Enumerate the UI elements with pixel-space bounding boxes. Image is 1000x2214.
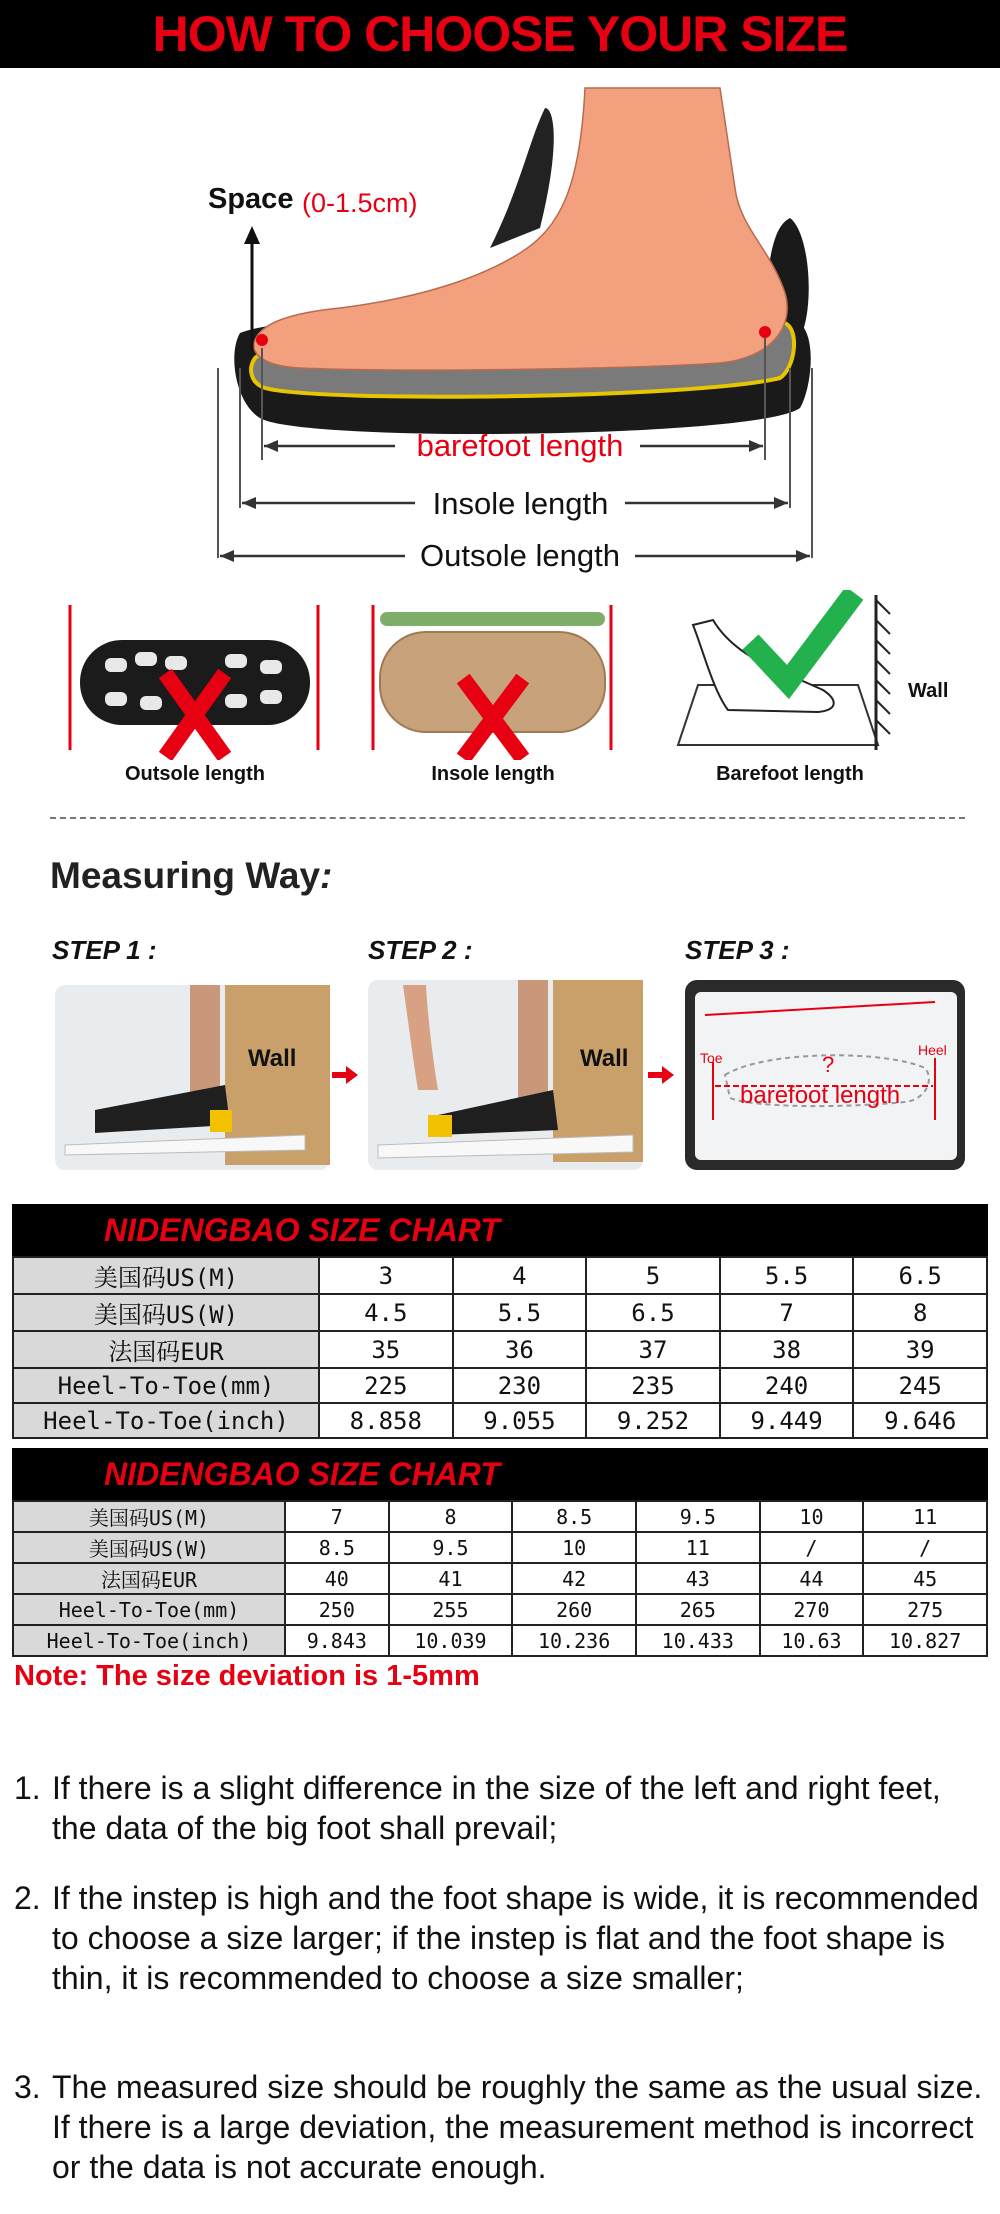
size-row-header: 法国码EUR: [13, 1563, 285, 1594]
chart-1-title-bar: [12, 1204, 988, 1256]
page-title: HOW TO CHOOSE YOUR SIZE: [152, 6, 848, 62]
size-row: [13, 1501, 987, 1532]
size-cell: 4: [453, 1257, 587, 1294]
size-row: [13, 1403, 987, 1438]
size-row: [13, 1563, 987, 1594]
size-cell: 10: [760, 1501, 864, 1532]
size-row-header: 美国码US(M): [13, 1501, 285, 1532]
measuring-way-colon: :: [320, 855, 333, 896]
size-cell: 43: [636, 1563, 760, 1594]
size-row-header: Heel-To-Toe(inch): [13, 1403, 319, 1438]
size-chart-1: [12, 1256, 988, 1439]
barefoot-length-caption: Barefoot length: [716, 763, 864, 785]
size-row: [13, 1625, 987, 1656]
size-cell: 8: [853, 1294, 987, 1331]
tip-number: 3.: [14, 2069, 41, 2105]
size-cell: 35: [319, 1331, 453, 1368]
tip-item-2: [14, 1878, 989, 2040]
size-cell: 10.236: [512, 1625, 636, 1656]
size-cell: 7: [720, 1294, 854, 1331]
size-cell: /: [863, 1532, 987, 1563]
tip-number: 2.: [14, 1880, 41, 1916]
step-2-label: STEP 2 :: [368, 935, 473, 965]
tip-item-1: [14, 1768, 989, 1850]
size-cell: 255: [389, 1594, 513, 1625]
size-cell: 9.646: [853, 1403, 987, 1438]
size-cell: 240: [720, 1368, 854, 1403]
size-cell: 9.5: [389, 1532, 513, 1563]
size-cell: 8.858: [319, 1403, 453, 1438]
size-cell: 39: [853, 1331, 987, 1368]
size-cell: 8.5: [285, 1532, 389, 1563]
wall-label: Wall: [908, 680, 949, 702]
size-cell: 9.252: [586, 1403, 720, 1438]
size-row-header: Heel-To-Toe(mm): [13, 1594, 285, 1625]
tip-text: The measured size should be roughly the same as the usual size. If there is a large deviation, the measurement method is incorrect or the data is not accurate enough.: [52, 2069, 983, 2185]
size-cell: 10: [512, 1532, 636, 1563]
size-cell: /: [760, 1532, 864, 1563]
insole-length-caption: Insole length: [431, 763, 555, 785]
toe-marker: [256, 334, 268, 346]
chart-2-title: NIDENGBAO SIZE CHART: [104, 1456, 500, 1492]
step-2-image: [368, 980, 643, 1170]
size-cell: 42: [512, 1563, 636, 1594]
size-cell: 275: [863, 1594, 987, 1625]
size-deviation-note: Note: The size deviation is 1-5mm: [14, 1660, 480, 1692]
size-cell: 41: [389, 1563, 513, 1594]
tip-text: If the instep is high and the foot shape is wide, it is recommended to choose a size larger; if the instep is flat and the foot shape is thin, it is recommended to choose a size smaller;: [52, 1880, 979, 1996]
step-3-toe-label: Toe: [700, 1050, 723, 1066]
space-range-label: (0-1.5cm): [302, 188, 418, 218]
size-row-header: Heel-To-Toe(mm): [13, 1368, 319, 1403]
size-cell: 11: [863, 1501, 987, 1532]
size-cell: 11: [636, 1532, 760, 1563]
size-row-header: 美国码US(W): [13, 1532, 285, 1563]
step-3-heel-label: Heel: [918, 1042, 947, 1058]
size-cell: 10.433: [636, 1625, 760, 1656]
size-row: [13, 1331, 987, 1368]
chart-2-title-bar: [12, 1448, 988, 1500]
size-cell: 265: [636, 1594, 760, 1625]
size-cell: 45: [863, 1563, 987, 1594]
green-check-icon: [758, 602, 848, 682]
size-cell: 3: [319, 1257, 453, 1294]
size-cell: 260: [512, 1594, 636, 1625]
outsole-thumbnail: [60, 600, 330, 760]
size-row: [13, 1294, 987, 1331]
size-cell: 270: [760, 1594, 864, 1625]
step-3-label: STEP 3 :: [685, 935, 790, 965]
size-cell: 9.5: [636, 1501, 760, 1532]
insole-thumbnail: [368, 600, 618, 760]
tip-item-3: [14, 2067, 989, 2189]
size-cell: 6.5: [586, 1294, 720, 1331]
size-cell: 4.5: [319, 1294, 453, 1331]
size-cell: 245: [853, 1368, 987, 1403]
size-row: [13, 1532, 987, 1563]
dashed-divider: [50, 817, 965, 819]
step-1-label: STEP 1 :: [52, 935, 157, 965]
step-3-question-mark: ?: [822, 1052, 835, 1077]
size-cell: 10.827: [863, 1625, 987, 1656]
size-row: [13, 1257, 987, 1294]
size-cell: 5.5: [453, 1294, 587, 1331]
size-row: [13, 1368, 987, 1403]
size-cell: 230: [453, 1368, 587, 1403]
barefoot-length-label: barefoot length: [416, 428, 624, 463]
size-cell: 5: [586, 1257, 720, 1294]
size-cell: 44: [760, 1563, 864, 1594]
size-chart-2: [12, 1500, 988, 1657]
size-cell: 6.5: [853, 1257, 987, 1294]
size-cell: 9.055: [453, 1403, 587, 1438]
outsole-length-caption: Outsole length: [125, 763, 265, 785]
step-1-wall-label: Wall: [248, 1045, 297, 1072]
size-cell: 36: [453, 1331, 587, 1368]
size-cell: 40: [285, 1563, 389, 1594]
measuring-way-text: Measuring Way: [50, 855, 321, 896]
size-row-header: 美国码US(M): [13, 1257, 319, 1294]
outsole-length-label: Outsole length: [420, 538, 620, 573]
heel-marker: [759, 326, 771, 338]
size-row-header: 美国码US(W): [13, 1294, 319, 1331]
step-3-barefoot-label: barefoot length: [740, 1082, 901, 1109]
size-cell: 10.63: [760, 1625, 864, 1656]
step-1-image: [55, 985, 330, 1170]
size-cell: 250: [285, 1594, 389, 1625]
size-cell: 225: [319, 1368, 453, 1403]
space-label: Space: [208, 183, 294, 215]
tip-text: If there is a slight difference in the size of the left and right feet, the data of the big foot shall prevail;: [52, 1770, 941, 1846]
barefoot-thumbnail: [658, 590, 908, 760]
shoe-tongue: [490, 108, 554, 248]
size-cell: 38: [720, 1331, 854, 1368]
size-cell: 8.5: [512, 1501, 636, 1532]
step-2-wall-label: Wall: [580, 1045, 629, 1072]
size-cell: 8: [389, 1501, 513, 1532]
size-row: [13, 1594, 987, 1625]
size-cell: 9.843: [285, 1625, 389, 1656]
size-cell: 37: [586, 1331, 720, 1368]
size-cell: 5.5: [720, 1257, 854, 1294]
size-row-header: 法国码EUR: [13, 1331, 319, 1368]
red-arrow-right-icon: [332, 1065, 360, 1085]
size-cell: 7: [285, 1501, 389, 1532]
size-row-header: Heel-To-Toe(inch): [13, 1625, 285, 1656]
measuring-way-title: [50, 855, 332, 897]
insole-length-label: Insole length: [432, 486, 609, 521]
size-cell: 9.449: [720, 1403, 854, 1438]
chart-1-title: NIDENGBAO SIZE CHART: [104, 1212, 500, 1248]
size-cell: 235: [586, 1368, 720, 1403]
red-arrow-right-icon: [648, 1065, 676, 1085]
size-cell: 10.039: [389, 1625, 513, 1656]
arrow-up-icon: [244, 226, 260, 244]
tip-number: 1.: [14, 1770, 41, 1806]
